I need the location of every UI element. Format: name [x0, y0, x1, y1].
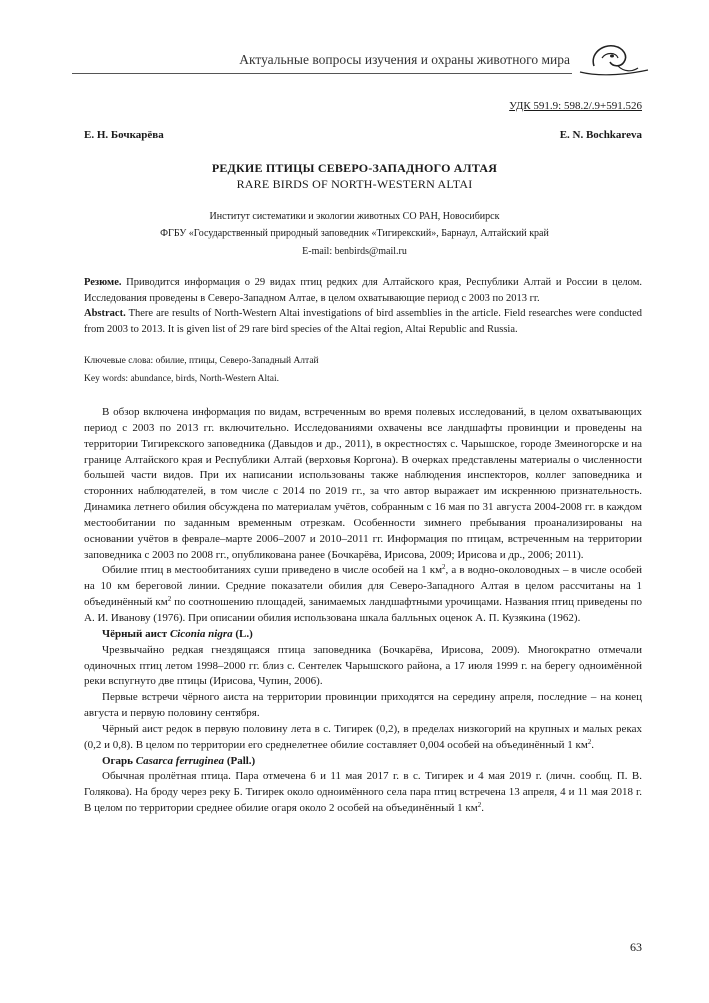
abstract-ru: [84, 275, 642, 306]
abstract-en-label: Abstract.: [84, 308, 126, 320]
affiliation-email: E-mail: benbirds@mail.ru: [302, 246, 407, 257]
title-en: RARE BIRDS OF NORTH-WESTERN ALTAI: [236, 177, 473, 191]
body-paragraph: В обзор включена информация по видам, встреченным во время полевых исследований, в целом охватывающих период с 2003 по 2013 гг. включительно. Исследованиями охвачены все ландшафты провинции и проведены на территории Тигирекского заповедника (Давыдов и др., 2011), в окрестностях с. Чарышское, городе Змеиногорске и на границе Алтайского края и Республики Алтай (верховья Коргона). В очерках представлены материалы о численности большей части видов. При их написании использованы также наблюдения инспекторов, коллег заповедника и сторонних наблюдателей, в том числе с 2014 по 2019 гг., за что автор выражает им искреннюю признательность. Динамика летнего обилия обсуждена по материалам учётов, собранным с 16 мая по 31 августа 2004-2008 гг. в каждом местообитании по заданным временным отрезкам. Особенности зимнего пребывания проанализированы на основании учётов в феврале–марте 2006–2007 и 2010–2011 гг. Информация по птицам, встреченным на территории заповедника с 2003 по 2008 гг., опубликована ранее (Бочкарёва, Ирисова, 2009; Ирисова и др., 2006; 2011).: [84, 406, 642, 561]
body-paragraph: Первые встречи чёрного аиста на территории провинции приходятся на середину апреля, последние – на конец августа и первую половину сентября.: [84, 691, 642, 720]
affiliation-2: ФГБУ «Государственный природный заповедник «Тигирекский», Барнаул, Алтайский край: [160, 228, 549, 239]
running-title: Актуальные вопросы изучения и охраны животного мира: [239, 52, 570, 67]
species-heading-ruddy-shelduck: Огарь Casarca ferruginea (Pall.): [102, 754, 256, 767]
species-heading-black-stork: Чёрный аист Ciconia nigra (L.): [102, 627, 253, 640]
author-en: E. N. Bochkareva: [559, 129, 642, 141]
body-paragraph: Обилие птиц в местообитаниях суши приведено в числе особей на 1 $км^2$, а в водно-околоводных – в числе особей на 10 км береговой линии. Средние показатели обилия для Северо-Западного Алтая в целом рассчитаны на 1 объединённый $км^2$ по соотношению площадей, занимаемых ландшафтными урочищами. Названия птиц приведены по А. И. Иванову (1976). При описании обилия использована шкала балльных оценок А. П. Кузякина (1962).: [84, 563, 643, 624]
journal-logo: [572, 36, 652, 84]
body-paragraph: Чрезвычайно редкая гнездящаяся птица заповедника (Бочкарёва, Ирисова, 2009). Многократно отмечали одиночных птиц летом 1998–2000 гг. близ с. Сентелек Чарышского района, а 17 июля 1999 г. на берегу одноимённой реки вспугнуто две птицы (Ирисова, Чупин, 2006).: [84, 643, 642, 688]
affiliation-1: Институт систематики и экологии животных СО РАН, Новосибирск: [209, 211, 500, 222]
abstract-ru-text: Приводится информация о 29 видах птиц редких для Алтайского края, Республики Алтай и России в целом. Исследования проведены в Северо-Западном Алтае, в целом охватывающие период с 2003 по 2013 гг.: [84, 277, 642, 304]
abstract-en: [84, 306, 642, 337]
keywords-en: Key words: abundance, birds, North-Western Altai.: [84, 374, 279, 384]
page-number: 63: [630, 940, 642, 954]
author-ru: Е. Н. Бочкарёва: [84, 129, 164, 141]
title-ru: РЕДКИЕ ПТИЦЫ СЕВЕРО-ЗАПАДНОГО АЛТАЯ: [211, 161, 498, 175]
keywords-ru: Ключевые слова: обилие, птицы, Северо-Западный Алтай: [84, 356, 319, 366]
header-rule: [72, 73, 572, 74]
body-paragraph: Обычная пролётная птица. Пара отмечена 6 и 11 мая 2017 г. в с. Тигирек и 4 мая 2019 г. (личн. сообщ. П. В. Голякова). На броду через реку Б. Тигирек около одноимённого села пара птиц встречена 13 апреля, 4 и 11 мая 2018 г. В целом по территории среднее обилие огаря около 2 особей на объединённый 1 $км^2$.: [84, 770, 642, 815]
article-body: [84, 405, 642, 817]
udk-code: УДК 591.9: 598.2/.9+591.526: [509, 100, 642, 112]
abstract-ru-label: Резюме.: [84, 277, 122, 288]
abstract-en-text: There are results of North-Western Altai investigations of bird assemblies in the article. Field researches were conducted from 2003 to 2013. It is given list of 29 rare bird species of the Altai region, Altai Republic and Russia.: [84, 308, 642, 335]
abstract-block: [84, 275, 642, 337]
body-paragraph: Чёрный аист редок в первую половину лета в с. Тигирек (0,2), в пределах низкогорий на крупных и малых реках (0,2 и 0,8). В целом по территории его среднелетнее обилие составляет 0,004 особей на объединённый 1 $км^2$.: [84, 722, 642, 751]
